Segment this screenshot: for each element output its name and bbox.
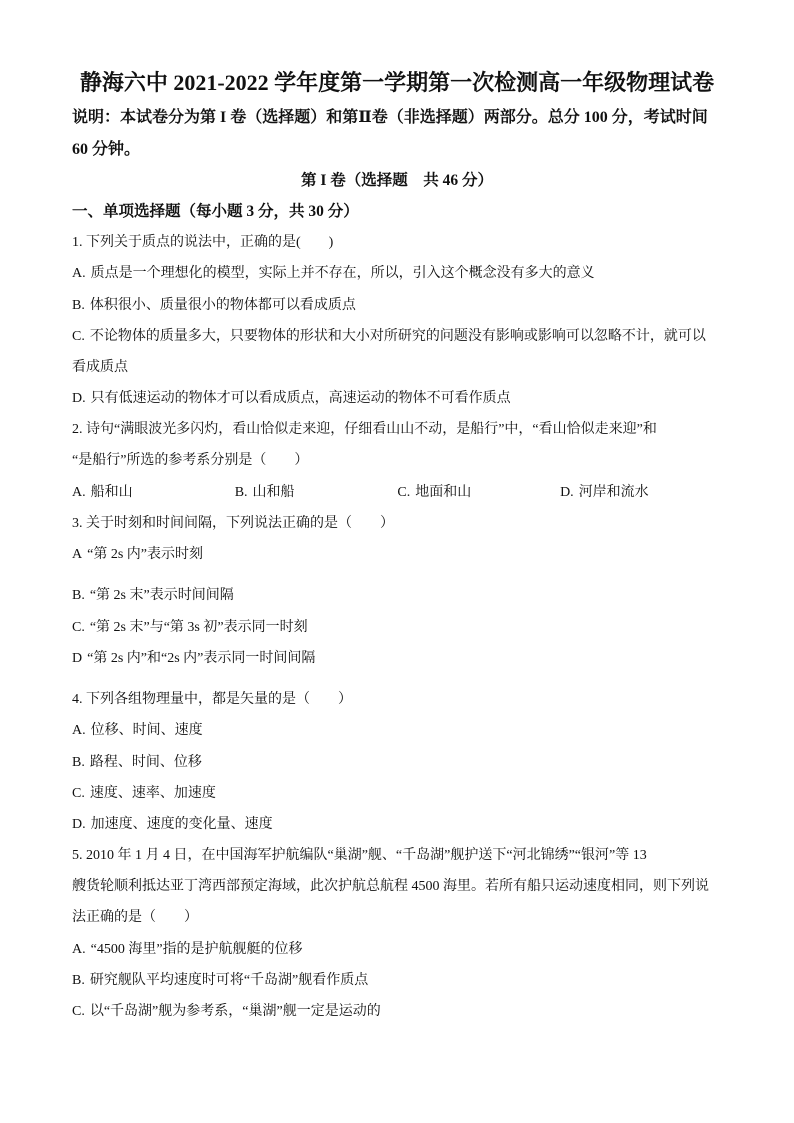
option-b bbox=[0, 965, 794, 996]
option-c-continuation: 看成质点 bbox=[72, 359, 128, 375]
option-c bbox=[0, 996, 794, 1027]
option-label: D. bbox=[72, 391, 86, 407]
question-5 bbox=[0, 840, 794, 1027]
option-a bbox=[0, 539, 794, 570]
question-stem: 3. 关于时刻和时间间隔，下列说法正确的是（ ） bbox=[72, 515, 394, 531]
option-label: B. bbox=[72, 297, 85, 313]
option-label: A. bbox=[72, 484, 86, 500]
option-text: 以“千岛湖”舰为参考系，“巢湖”舰一定是运动的 bbox=[89, 1004, 381, 1019]
option-a bbox=[0, 934, 794, 965]
option-label: C. bbox=[397, 484, 411, 500]
option-label: C. bbox=[72, 328, 85, 344]
section-one-heading: 一、单项选择题（每小题 3 分，共 30 分） bbox=[72, 202, 359, 220]
question-stem: 1. 下列关于质点的说法中，正确的是( ) bbox=[72, 235, 334, 251]
option-label: B. bbox=[234, 484, 248, 500]
option-a bbox=[72, 477, 235, 508]
option-text: “第 2s 内”和“2s 内”表示同一时间间隔 bbox=[87, 650, 316, 666]
question-2 bbox=[0, 414, 794, 508]
instructions-line-2: 60 分钟。 bbox=[72, 140, 141, 158]
option-text: 位移、时间、速度 bbox=[90, 723, 203, 739]
option-label: C. bbox=[72, 785, 85, 801]
option-label: A. bbox=[72, 723, 86, 739]
option-label: B. bbox=[72, 754, 85, 770]
option-text: 只有低速运动的物体才可以看成质点，高速运动的物体不可看作质点 bbox=[90, 391, 511, 407]
option-text: 速度、速率、加速度 bbox=[89, 785, 216, 801]
option-c bbox=[0, 778, 794, 809]
question-stem: 4. 下列各组物理量中，都是矢量的是（ ） bbox=[72, 692, 352, 708]
option-text: 山和船 bbox=[252, 484, 295, 500]
option-text: 船和山 bbox=[90, 484, 133, 500]
question-3 bbox=[0, 508, 794, 674]
option-c bbox=[397, 477, 560, 508]
option-text: 研究舰队平均速度时可将“千岛湖”舰看作质点 bbox=[89, 972, 369, 988]
option-label: A bbox=[72, 547, 83, 562]
options-row bbox=[0, 477, 794, 508]
option-label: D bbox=[72, 650, 83, 666]
option-label: A. bbox=[72, 941, 86, 957]
exam-title: 静海六中 2021-2022 学年度第一学期第一次检测高一年级物理试卷 bbox=[79, 70, 715, 96]
option-text: 体积很小、质量很小的物体都可以看成质点 bbox=[89, 297, 356, 313]
option-text: 河岸和流水 bbox=[578, 484, 649, 500]
option-text: “第 2s 末”与“第 3s 初”表示同一时刻 bbox=[89, 619, 308, 635]
option-d bbox=[560, 477, 723, 508]
option-label: A. bbox=[72, 266, 86, 282]
question-1 bbox=[0, 227, 794, 414]
option-label: B. bbox=[72, 972, 85, 988]
question-stem: 2. 诗句“满眼波光多闪灼，看山恰似走来迎，仔细看山山不动，是船行”中，“看山恰似走来迎”和 bbox=[72, 422, 657, 438]
option-text: 不论物体的质量多大，只要物体的形状和大小对所研究的问题没有影响或影响可以忽略不计，就可以 bbox=[89, 328, 706, 344]
option-b bbox=[0, 580, 794, 611]
question-stem-continuation: 艘货轮顺利抵达亚丁湾西部预定海域，此次护航总航程 4500 海里。若所有船只运动速度相同，则下列说 bbox=[72, 879, 709, 895]
option-d bbox=[0, 383, 794, 414]
option-c bbox=[0, 321, 794, 352]
question-4 bbox=[0, 684, 794, 840]
option-text: 地面和山 bbox=[415, 484, 472, 500]
option-b bbox=[235, 477, 398, 508]
instructions-line-1: 说明：本试卷分为第 I 卷（选择题）和第Ⅱ卷（非选择题）两部分。总分 100 分，考试时间 bbox=[72, 109, 708, 127]
question-stem: 5. 2010 年 1 月 4 日，在中国海军护航编队“巢湖”舰、“千岛湖”舰护送下“河北锦绣”“银河”等 13 bbox=[72, 848, 647, 864]
option-label: B. bbox=[72, 588, 85, 604]
option-label: C. bbox=[72, 619, 85, 635]
option-text: 加速度、速度的变化量、速度 bbox=[90, 816, 273, 832]
option-a bbox=[0, 258, 794, 289]
option-text: “第 2s 内”表示时刻 bbox=[87, 547, 204, 562]
question-stem-continuation: 法正确的是（ ） bbox=[72, 910, 198, 926]
option-text: 质点是一个理想化的模型，实际上并不存在，所以，引入这个概念没有多大的意义 bbox=[90, 266, 595, 282]
option-a bbox=[0, 715, 794, 746]
option-label: C. bbox=[72, 1004, 85, 1019]
option-label: D. bbox=[72, 816, 86, 832]
option-text: 路程、时间、位移 bbox=[89, 754, 202, 770]
option-text: “4500 海里”指的是护航舰艇的位移 bbox=[90, 941, 303, 957]
option-label: D. bbox=[560, 484, 574, 500]
option-c bbox=[0, 612, 794, 643]
option-b bbox=[0, 290, 794, 321]
question-stem-continuation: “是船行”所选的参考系分别是（ ） bbox=[72, 453, 309, 469]
option-d bbox=[0, 643, 794, 674]
part-one-heading: 第 I 卷（选择题 共 46 分） bbox=[300, 171, 494, 189]
option-d bbox=[0, 809, 794, 840]
option-text: “第 2s 末”表示时间间隔 bbox=[89, 588, 234, 604]
option-b bbox=[0, 747, 794, 778]
